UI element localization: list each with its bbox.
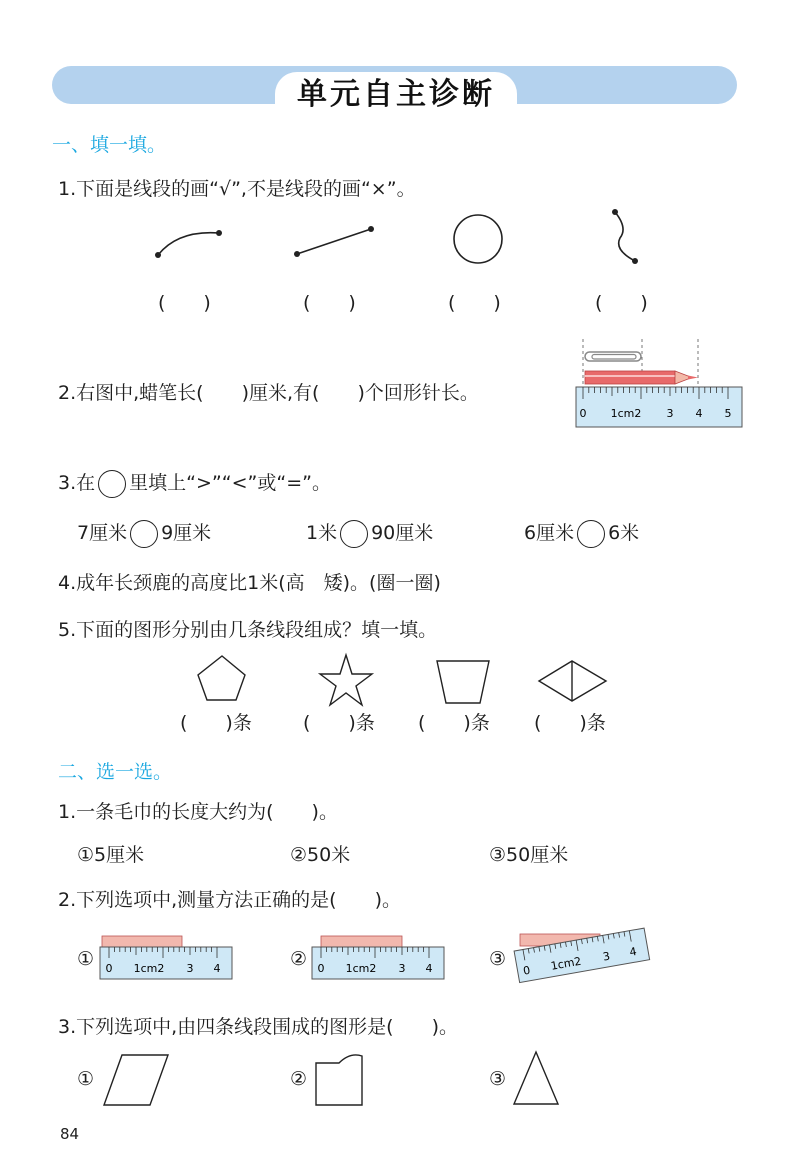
ruler <box>576 387 742 427</box>
rhombus-shape <box>539 661 606 701</box>
ruler-a-label-4: 4 <box>213 962 221 975</box>
section-heading-fill: 一、填一填。 <box>52 134 167 156</box>
segment-count-blank-2[interactable]: ( )条 <box>303 712 375 734</box>
ruler-a-label-3: 3 <box>186 962 194 975</box>
line-figures <box>0 200 800 280</box>
curved-top-shape <box>312 1050 367 1110</box>
answer-blank-2[interactable]: ( ) <box>303 292 356 314</box>
question-1-3 <box>58 468 331 498</box>
compare-left-1: 7厘米 <box>77 522 128 544</box>
compare-circle-2[interactable] <box>340 520 368 548</box>
ruler-option-a <box>98 930 238 982</box>
compare-left-2: 1米 <box>306 522 338 544</box>
option-2-1-b[interactable]: ②50米 <box>290 844 351 866</box>
ruler-label-0: 0 <box>579 407 587 420</box>
compare-right-3: 6米 <box>608 522 640 544</box>
answer-blank-4[interactable]: ( ) <box>595 292 648 314</box>
segment-count-blank-4[interactable]: ( )条 <box>534 712 606 734</box>
compare-circle-sample <box>98 470 126 498</box>
compare-right-2: 90厘米 <box>371 522 434 544</box>
question-1-1: 1.下面是线段的画“√”,不是线段的画“×”。 <box>58 178 416 200</box>
figure-circle <box>454 215 502 263</box>
option-marker-2-3-c[interactable]: ③ <box>489 1068 507 1090</box>
option-marker-2-2-c[interactable]: ③ <box>489 948 507 970</box>
ruler-c-label-4: 4 <box>628 944 638 959</box>
option-marker-2-3-b[interactable]: ② <box>290 1068 308 1090</box>
question-1-2: 2.右图中,蜡笔长( )厘米,有( )个回形针长。 <box>58 382 479 404</box>
triangle-shape <box>512 1048 562 1110</box>
figure-arc <box>155 230 222 258</box>
option-2-1-a[interactable]: ①5厘米 <box>77 844 145 866</box>
paperclip-icon <box>585 352 641 361</box>
pentagon-shape <box>198 656 245 700</box>
segment-count-blank-3[interactable]: ( )条 <box>418 712 490 734</box>
question-1-4: 4.成年长颈鹿的高度比1米(高 矮)。(圈一圈) <box>58 572 441 594</box>
compare-circle-1[interactable] <box>130 520 158 548</box>
answer-blank-1[interactable]: ( ) <box>158 292 211 314</box>
answer-blank-3[interactable]: ( ) <box>448 292 501 314</box>
question-2-1: 1.一条毛巾的长度大约为( )。 <box>58 801 338 823</box>
ruler-b-label-1-2: 1cm2 <box>345 962 377 975</box>
ruler-label-5: 5 <box>724 407 732 420</box>
crayon-ruler-figure <box>570 335 750 435</box>
crayon-icon <box>585 371 698 384</box>
ruler-option-b <box>310 930 450 982</box>
ruler-c-label-3: 3 <box>601 949 612 964</box>
option-marker-2-3-a[interactable]: ① <box>77 1068 95 1090</box>
compare-item-3 <box>524 518 639 548</box>
question-1-3-prefix: 3.在 <box>58 472 96 494</box>
ruler-label-3: 3 <box>666 407 674 420</box>
trapezoid-shape <box>437 661 489 703</box>
compare-left-3: 6厘米 <box>524 522 575 544</box>
figure-segment <box>294 226 374 257</box>
compare-circle-3[interactable] <box>577 520 605 548</box>
compare-right-1: 9厘米 <box>161 522 212 544</box>
option-2-1-c[interactable]: ③50厘米 <box>489 844 569 866</box>
page-title: 单元自主诊断 <box>275 72 517 116</box>
segment-count-blank-1[interactable]: ( )条 <box>180 712 252 734</box>
ruler-a-label-1-2: 1cm2 <box>133 962 165 975</box>
ruler-option-c <box>512 920 657 992</box>
compare-item-1 <box>77 518 211 548</box>
ruler-c-label-0: 0 <box>522 963 532 978</box>
question-2-3: 3.下列选项中,由四条线段围成的图形是( )。 <box>58 1016 458 1038</box>
page-number: 84 <box>60 1125 80 1143</box>
ruler-b-label-0: 0 <box>317 962 325 975</box>
star-shape <box>320 655 372 705</box>
ruler-label-1-2: 1cm2 <box>610 407 642 420</box>
question-2-2: 2.下列选项中,测量方法正确的是( )。 <box>58 889 401 911</box>
compare-item-2 <box>306 518 433 548</box>
ruler-b-label-4: 4 <box>425 962 433 975</box>
ruler-b-label-3: 3 <box>398 962 406 975</box>
ruler-label-4: 4 <box>695 407 703 420</box>
question-1-3-suffix: 里填上“>”“<”或“=”。 <box>129 472 331 494</box>
question-1-5: 5.下面的图形分别由几条线段组成？填一填。 <box>58 619 438 641</box>
ruler-a-label-0: 0 <box>105 962 113 975</box>
option-marker-2-2-b[interactable]: ② <box>290 948 308 970</box>
figure-curve <box>612 209 638 264</box>
ruler-c-label-1-2: 1cm2 <box>549 954 583 973</box>
parallelogram-shape <box>100 1050 175 1110</box>
shape-figures <box>0 650 800 710</box>
section-heading-choose: 二、选一选。 <box>58 761 173 783</box>
option-marker-2-2-a[interactable]: ① <box>77 948 95 970</box>
